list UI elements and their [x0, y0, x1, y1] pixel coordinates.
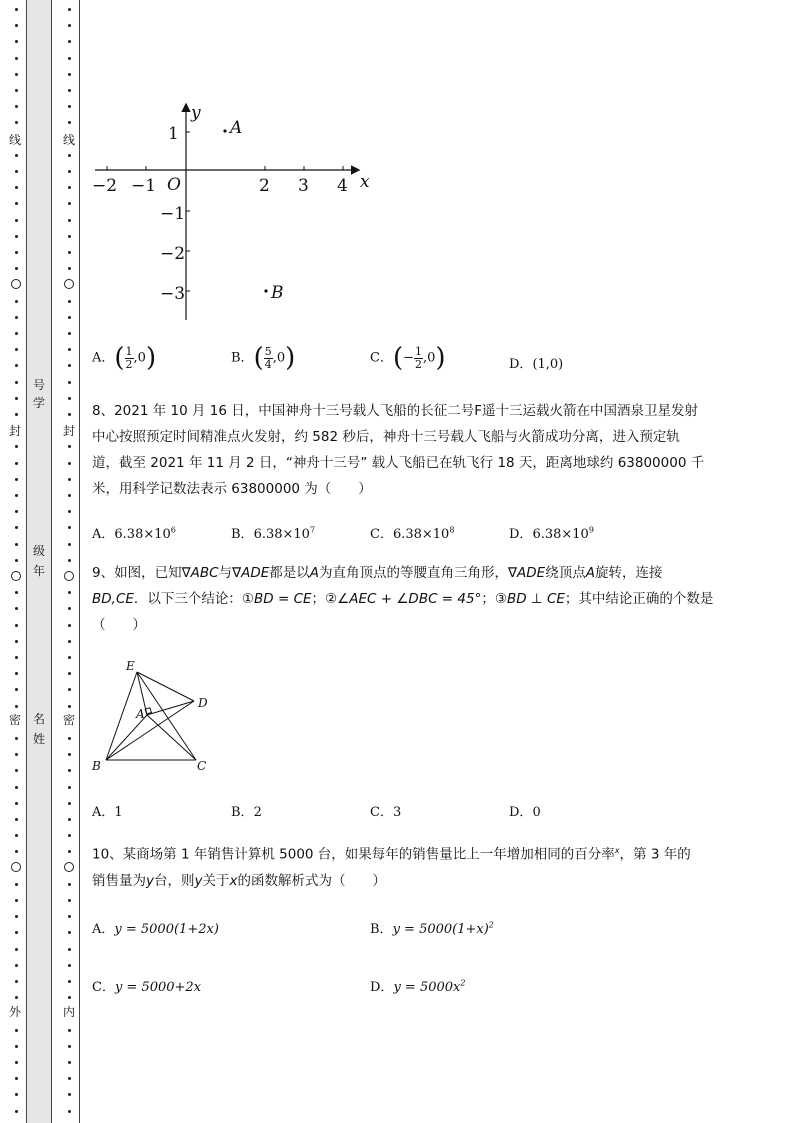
cut-line-dot: [15, 462, 18, 465]
inner-label-seal: 封: [62, 424, 75, 438]
cut-line-dot: [68, 753, 71, 756]
q9-line-1: 9、如图，已知∇ABC与∇ADE都是以A为直角顶点的等腰直角三角形，∇ADE绕顶点A旋转，连接: [92, 565, 663, 581]
strip-label-hao: 号: [32, 378, 45, 392]
outer-label-outside: 外: [8, 1005, 21, 1019]
q7-option-b[interactable]: B．( $\frac{5}{4}$ ,0): [231, 343, 296, 373]
cut-line-dot: [15, 672, 18, 675]
label-c: C: [197, 759, 207, 773]
cut-line-dot: [15, 624, 18, 627]
cut-line-dot: [15, 980, 18, 983]
cut-line-dot: [68, 186, 71, 189]
q9-line-2: BD,CE．以下三个结论：①BD = CE；②∠AEC + ∠DBC = 45°；③BD ⊥ CE；其中结论正确的个数是: [92, 591, 714, 607]
cut-line-dot: [68, 624, 71, 627]
cut-line-dot: [68, 1045, 71, 1048]
cut-line-dot: [68, 251, 71, 254]
strip-label-ming: 名: [32, 712, 45, 726]
point-a: [223, 129, 226, 132]
cut-line-dot: [68, 24, 71, 27]
cut-line-dot: [68, 445, 71, 448]
q10-option-c[interactable]: C．y = 5000+2x: [92, 980, 202, 995]
cut-line-dot: [68, 672, 71, 675]
cut-line-dot: [68, 40, 71, 43]
question-9: [92, 560, 742, 638]
strip-label-xing: 姓: [32, 732, 45, 746]
cut-line-dot: [15, 818, 18, 821]
q9-options: [92, 801, 752, 821]
cut-line-dot: [68, 737, 71, 740]
cut-line-dot: [15, 607, 18, 610]
cut-line-dot: [68, 494, 71, 497]
cut-line-dot: [15, 1061, 18, 1064]
x-tick-2: 2: [259, 176, 270, 196]
cut-line-dot: [15, 235, 18, 238]
cut-line-dot: [68, 559, 71, 562]
cut-line-dot: [15, 364, 18, 367]
cut-line-dot: [15, 640, 18, 643]
question-8: [92, 398, 742, 502]
cut-line-dot: [68, 73, 71, 76]
cut-line-dot: [15, 883, 18, 886]
cut-line-dot: [68, 202, 71, 205]
cut-line-dot: [68, 170, 71, 173]
inner-label-secret: 密: [62, 713, 75, 727]
cut-line-dot: [15, 1093, 18, 1096]
cut-line-dot: [68, 688, 71, 691]
cut-line-dot: [68, 332, 71, 335]
q10-options-row-2: [92, 976, 752, 996]
dotted-cut-line-outer: [12, 0, 22, 1123]
cut-line-dot: [68, 235, 71, 238]
x-tick-neg2: −2: [92, 176, 118, 196]
label-b: B: [92, 759, 101, 773]
cut-line-dot: [68, 769, 71, 772]
strip-label-ji: 级: [32, 544, 45, 558]
question-10: [92, 838, 742, 894]
x-tick-neg1: −1: [131, 176, 157, 196]
outer-label-line: 线: [8, 133, 21, 147]
inner-label-inside: 内: [62, 1005, 75, 1019]
q9-option-a[interactable]: A．1: [92, 805, 123, 820]
cut-line-dot: [68, 591, 71, 594]
outer-label-secret: 密: [8, 713, 21, 727]
cut-line-dot: [15, 24, 18, 27]
cut-line-dot: [68, 510, 71, 513]
cut-line-dot: [15, 300, 18, 303]
cut-line-dot: [15, 802, 18, 805]
cut-line-dot: [15, 996, 18, 999]
cut-line-dot: [15, 948, 18, 951]
q8-option-a[interactable]: A．$6.38\times 10^6$: [92, 525, 176, 542]
cut-line-dot: [15, 656, 18, 659]
cut-line-dot: [68, 543, 71, 546]
x-axis-label: x: [360, 172, 370, 192]
cut-line-dot: [68, 964, 71, 967]
cut-line-dot: [68, 607, 71, 610]
y-tick-neg2: −2: [160, 244, 186, 264]
outer-label-seal: 封: [8, 424, 21, 438]
label-e: E: [126, 659, 135, 673]
cut-line-dot: [15, 381, 18, 384]
cut-line-dot: [15, 8, 18, 11]
cut-line-dot: [15, 40, 18, 43]
q9-option-d[interactable]: D．0: [509, 805, 541, 820]
q10-option-d[interactable]: D．$y = 5000x^2$: [370, 978, 466, 995]
triangle-rotation-figure: [88, 656, 218, 776]
cut-line-dot: [68, 850, 71, 853]
strip-label-xue: 学: [32, 396, 45, 410]
q10-line-1: 10、某商场第 1 年销售计算机 5000 台，如果每年的销售量比上一年增加相同的百分率$^x$，第 3 年的: [92, 846, 691, 863]
cut-line-dot: [68, 915, 71, 918]
y-tick-neg1: −1: [160, 204, 186, 224]
cut-line-dot: [15, 219, 18, 222]
cut-line-dot: [15, 413, 18, 416]
cut-line-dot: [68, 413, 71, 416]
cut-line-dot: [15, 543, 18, 546]
cut-line-dot: [68, 300, 71, 303]
cut-line-dot: [68, 89, 71, 92]
q10-option-a[interactable]: A．y = 5000(1+2x): [92, 922, 219, 937]
cut-line-dot: [68, 381, 71, 384]
cut-line-dot: [15, 478, 18, 481]
circle-mark: [11, 279, 21, 289]
coordinate-plane-figure: [90, 100, 380, 325]
cut-line-dot: [68, 105, 71, 108]
cut-line-dot: [15, 251, 18, 254]
cut-line-dot: [15, 170, 18, 173]
q8-option-b[interactable]: B．$6.38\times 10^7$: [231, 525, 316, 542]
circle-mark: [11, 862, 21, 872]
cut-line-dot: [15, 202, 18, 205]
q8-option-d[interactable]: D．$6.38\times 10^9$: [509, 525, 594, 542]
cut-line-dot: [68, 834, 71, 837]
cut-line-dot: [15, 1045, 18, 1048]
cut-line-dot: [15, 348, 18, 351]
cut-line-dot: [68, 948, 71, 951]
point-b: [264, 289, 267, 292]
cut-line-dot: [68, 883, 71, 886]
cut-line-dot: [15, 397, 18, 400]
q9-option-b[interactable]: B．2: [231, 805, 262, 820]
cut-line-dot: [68, 980, 71, 983]
x-tick-3: 3: [298, 176, 309, 196]
cut-line-dot: [15, 591, 18, 594]
cut-line-dot: [15, 786, 18, 789]
cut-line-dot: [15, 899, 18, 902]
cut-line-dot: [68, 705, 71, 708]
q7-option-c[interactable]: C．(− $\frac{1}{2}$ ,0): [370, 343, 446, 373]
cut-line-dot: [15, 964, 18, 967]
cut-line-dot: [68, 154, 71, 157]
x-tick-4: 4: [337, 176, 348, 196]
circle-mark: [11, 571, 21, 581]
q8-option-c[interactable]: C．$6.38\times 10^8$: [370, 525, 455, 542]
cut-line-dot: [68, 219, 71, 222]
cut-line-dot: [68, 478, 71, 481]
q8-line-3: 道，截至 2021 年 11 月 2 日，“神舟十三号” 载人飞船已在轨飞行 18 天，距离地球约 63800000 千: [92, 455, 705, 471]
cut-line-dot: [15, 445, 18, 448]
cut-line-dot: [68, 802, 71, 805]
cut-line-dot: [68, 348, 71, 351]
inner-label-line: 线: [62, 133, 75, 147]
origin-label: O: [167, 175, 181, 195]
cut-line-dot: [68, 931, 71, 934]
cut-line-dot: [15, 510, 18, 513]
q8-line-4: 米，用科学记数法表示 63800000 为（ ）: [92, 481, 372, 497]
point-a-label: A: [230, 118, 243, 138]
cut-line-dot: [15, 121, 18, 124]
dotted-cut-line-inner: [65, 0, 75, 1123]
binding-margin-outer: [0, 0, 26, 1123]
label-d: D: [198, 696, 208, 710]
cut-line-dot: [68, 364, 71, 367]
cut-line-dot: [15, 73, 18, 76]
q7-option-a[interactable]: A．( $\frac{1}{2}$ ,0): [92, 343, 157, 373]
q10-line-2: 销售量为y台，则y关于x的函数解析式为（ ）: [92, 872, 386, 889]
cut-line-dot: [68, 397, 71, 400]
strip-label-nian: 年: [32, 564, 45, 578]
cut-line-dot: [68, 526, 71, 529]
cut-line-dot: [15, 753, 18, 756]
cut-line-dot: [15, 526, 18, 529]
cut-line-dot: [68, 1077, 71, 1080]
cut-line-dot: [15, 267, 18, 270]
cut-line-dot: [68, 8, 71, 11]
cut-line-dot: [68, 640, 71, 643]
cut-line-dot: [68, 1093, 71, 1096]
cut-line-dot: [15, 1077, 18, 1080]
cut-line-dot: [15, 154, 18, 157]
cut-line-dot: [15, 931, 18, 934]
q10-option-b[interactable]: B．$y = 5000(1+x)^2$: [370, 920, 494, 937]
circle-mark: [64, 862, 74, 872]
cut-line-dot: [68, 267, 71, 270]
cut-line-dot: [15, 850, 18, 853]
binding-margin-inner: [52, 0, 80, 1123]
cut-line-dot: [68, 1061, 71, 1064]
circle-mark: [64, 571, 74, 581]
cut-line-dot: [15, 915, 18, 918]
cut-line-dot: [68, 818, 71, 821]
cut-line-dot: [68, 316, 71, 319]
cut-line-dot: [15, 1029, 18, 1032]
q9-option-c[interactable]: C．3: [370, 805, 402, 820]
q9-line-3: （ ）: [92, 617, 146, 633]
q10-options-row-1: [92, 918, 752, 938]
q8-line-1: 8、2021 年 10 月 16 日，中国神舟十三号载人飞船的长征二号F遥十三运载火箭在中国酒泉卫星发射: [92, 403, 699, 419]
q8-line-2: 中心按照预定时间精准点火发射，约 582 秒后，神舟十三号载人飞船与火箭成功分离，进入预定轨: [92, 429, 680, 445]
student-info-strip: [26, 0, 52, 1123]
y-tick-neg3: −3: [160, 284, 186, 304]
cut-line-dot: [15, 57, 18, 60]
cut-line-dot: [68, 1029, 71, 1032]
y-tick-1: 1: [168, 124, 179, 144]
cut-line-dot: [68, 899, 71, 902]
q8-options: [92, 523, 752, 543]
circle-mark: [64, 279, 74, 289]
cut-line-dot: [68, 656, 71, 659]
cut-line-dot: [15, 737, 18, 740]
cut-line-dot: [15, 688, 18, 691]
cut-line-dot: [68, 57, 71, 60]
cut-line-dot: [15, 316, 18, 319]
cut-line-dot: [68, 121, 71, 124]
cut-line-dot: [15, 769, 18, 772]
q7-option-d[interactable]: D．(1,0): [509, 357, 564, 372]
cut-line-dot: [15, 834, 18, 837]
q7-options: [92, 343, 752, 383]
cut-line-dot: [15, 705, 18, 708]
cut-line-dot: [68, 786, 71, 789]
cut-line-dot: [68, 996, 71, 999]
cut-line-dot: [68, 1110, 71, 1113]
cut-line-dot: [15, 559, 18, 562]
cut-line-dot: [15, 494, 18, 497]
cut-line-dot: [68, 462, 71, 465]
point-b-label: B: [271, 283, 284, 303]
cut-line-dot: [15, 105, 18, 108]
cut-line-dot: [15, 332, 18, 335]
cut-line-dot: [15, 186, 18, 189]
label-a: A: [136, 707, 145, 721]
y-axis-label: y: [191, 103, 201, 123]
cut-line-dot: [15, 1110, 18, 1113]
cut-line-dot: [15, 89, 18, 92]
